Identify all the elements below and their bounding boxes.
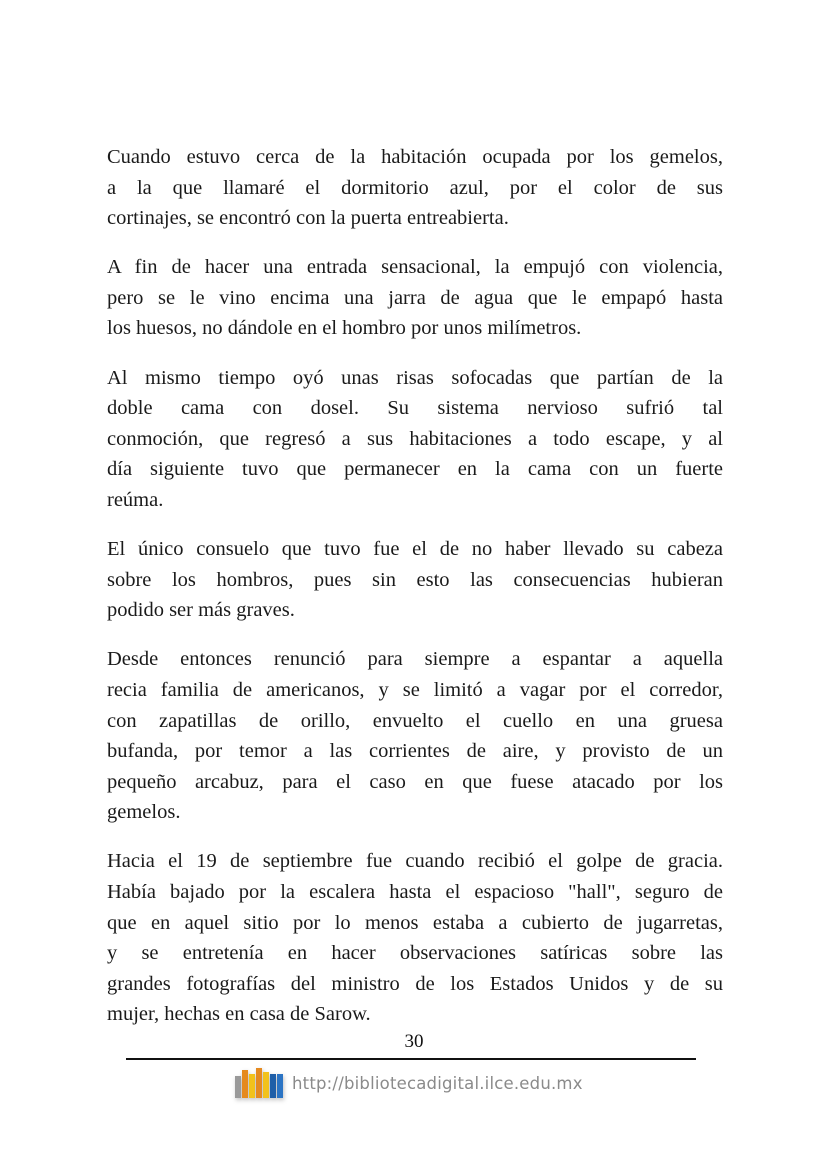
text-line: Había bajado por la escalera hasta el espacioso "hall", seguro de (107, 880, 723, 903)
text-line: Cuando estuvo cerca de la habitación ocupada por los gemelos, (107, 146, 723, 168)
text-line: y se entretenía en hacer observaciones satíricas sobre las (107, 942, 723, 965)
book-spine-icon (235, 1076, 241, 1098)
text-line: bufanda, por temor a las corrientes de aire, y provisto de un (107, 740, 723, 763)
paragraph (107, 363, 723, 516)
page-number: 30 (404, 1031, 424, 1052)
text-line: día siguiente tuvo que permanecer en la cama con un fuerte (107, 458, 723, 481)
text-line: gemelos. (107, 801, 181, 824)
text-line: grandes fotografías del ministro de los Estados Unidos y de su (107, 972, 723, 995)
paragraph (107, 846, 723, 1030)
footer-url-link[interactable]: http://bibliotecadigital.ilce.edu.mx (292, 1073, 583, 1093)
text-line: que en aquel sitio por lo menos estaba a cubierto de jugarretas, (107, 911, 723, 934)
text-line: pero se le vino encima una jarra de agua que le empapó hasta (107, 286, 723, 309)
text-line: Desde entonces renunció para siempre a espantar a aquella (107, 648, 723, 671)
text-line: Al mismo tiempo oyó unas risas sofocadas que partían de la (107, 366, 723, 389)
paragraph (107, 534, 723, 626)
book-spine-icon (263, 1072, 269, 1098)
book-spine-icon (256, 1068, 262, 1098)
books-icon (235, 1068, 284, 1098)
text-line: conmoción, que regresó a sus habitaciones a todo escape, y al (107, 427, 723, 450)
text-line: pequeño arcabuz, para el caso en que fuese atacado por los (107, 770, 723, 793)
footer-divider (126, 1058, 696, 1060)
text-line: A fin de hacer una entrada sensacional, la empujó con violencia, (107, 256, 723, 279)
footer (235, 1068, 583, 1098)
text-line: mujer, hechas en casa de Sarow. (107, 1003, 371, 1026)
text-line: El único consuelo que tuvo fue el de no haber llevado su cabeza (107, 538, 723, 561)
paragraph (107, 142, 723, 234)
text-line: los huesos, no dándole en el hombro por unos milímetros. (107, 317, 582, 340)
book-spine-icon (277, 1074, 283, 1098)
book-spine-icon (249, 1074, 255, 1098)
text-line: a la que llamaré el dormitorio azul, por el color de sus (107, 176, 723, 199)
text-line: cortinajes, se encontró con la puerta entreabierta. (107, 207, 509, 230)
text-line: sobre los hombros, pues sin esto las consecuencias hubieran (107, 568, 723, 591)
text-line: podido ser más graves. (107, 599, 295, 622)
paragraph (107, 252, 723, 344)
text-line: con zapatillas de orillo, envuelto el cuello en una gruesa (107, 709, 723, 732)
book-spine-icon (270, 1074, 276, 1098)
text-line: doble cama con dosel. Su sistema nervioso sufrió tal (107, 397, 723, 420)
text-line: Hacia el 19 de septiembre fue cuando recibió el golpe de gracia. (107, 850, 723, 873)
book-spine-icon (242, 1070, 248, 1098)
paragraph (107, 644, 723, 828)
text-line: recia familia de americanos, y se limitó a vagar por el corredor, (107, 678, 723, 701)
text-line: reúma. (107, 488, 164, 511)
body-text (107, 142, 723, 1048)
